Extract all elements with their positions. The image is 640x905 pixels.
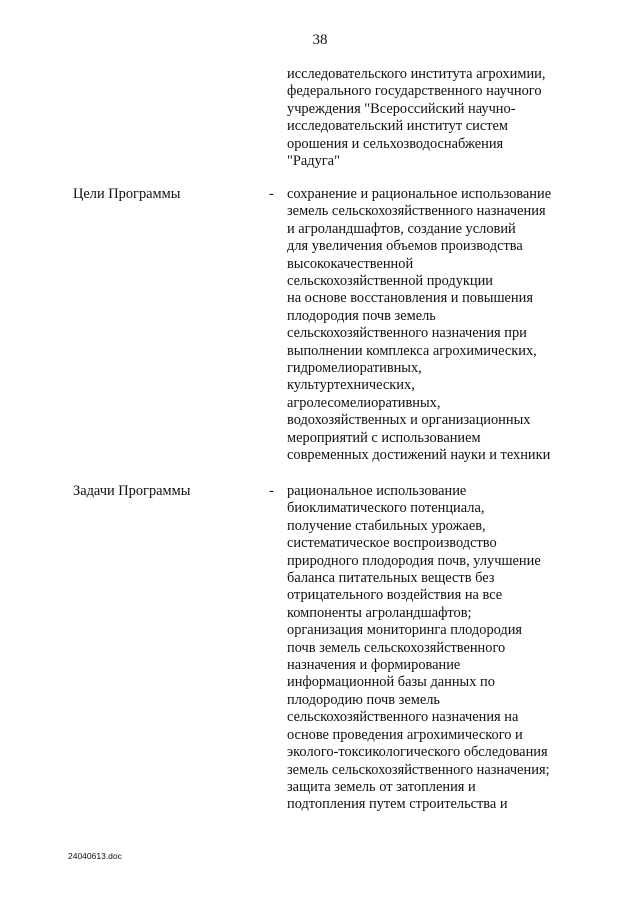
text-line: систематическое воспроизводство — [287, 535, 497, 552]
text-line: орошения и сельхозводоснабжения — [287, 135, 504, 152]
text-line: природного плодородия почв, улучшение — [287, 552, 541, 569]
text-line: исследовательский институт систем — [287, 118, 509, 135]
text-line: гидромелиоративных, — [287, 360, 422, 377]
text-line: эколого-токсикологического обследования — [287, 744, 548, 761]
text-line: плодородию почв земель — [287, 691, 440, 708]
text-line: плодородия почв земель — [287, 307, 436, 324]
text-line: биоклиматического потенциала, — [287, 500, 485, 517]
text-line: современных достижений науки и техники — [287, 447, 551, 464]
text-line: рациональное использование — [287, 483, 467, 499]
text-line: почв земель сельскохозяйственного — [287, 639, 506, 656]
text-line: сельскохозяйственной продукции — [287, 273, 493, 290]
goals-dash: - — [269, 186, 274, 202]
text-line: федерального государственного научного — [287, 83, 542, 100]
text-line: агролесомелиоративных, — [287, 394, 441, 411]
text-line: и агроландшафтов, создание условий — [287, 220, 516, 237]
text-line: назначения и формирование — [287, 657, 461, 674]
text-line: учреждения "Всероссийский научно- — [287, 100, 516, 117]
text-line: основе проведения агрохимического и — [287, 726, 523, 743]
text-line: информационной базы данных по — [287, 674, 495, 691]
text-line: выполнении комплекса агрохимических, — [287, 342, 537, 359]
text-line: получение стабильных урожаев, — [287, 517, 486, 534]
text-line: отрицательного воздействия на все — [287, 587, 503, 604]
text-line: подтопления путем строительства и — [287, 796, 508, 813]
page-number: 38 — [312, 32, 328, 48]
text-line: культуртехнических, — [287, 377, 415, 394]
text-line: организация мониторинга плодородия — [287, 622, 523, 639]
text-line: сельскохозяйственного назначения при — [287, 325, 527, 342]
text-line: исследовательского института агрохимии, — [287, 66, 546, 82]
text-line: мероприятий с использованием — [287, 429, 481, 446]
text-line: сельскохозяйственного назначения на — [287, 709, 519, 726]
text-line: высококачественной — [287, 255, 414, 272]
text-line: на основе восстановления и повышения — [287, 290, 533, 307]
continuation-text — [287, 66, 587, 170]
tasks-dash: - — [269, 483, 274, 499]
text-line: земель сельскохозяйственного назначения; — [287, 761, 550, 778]
text-line: земель сельскохозяйственного назначения — [287, 203, 546, 220]
text-line: водохозяйственных и организационных — [287, 412, 531, 429]
text-line: баланса питательных веществ без — [287, 570, 495, 587]
goals-text — [287, 186, 587, 465]
text-line: защита земель от затопления и — [287, 778, 476, 795]
tasks-label: Задачи Программы — [73, 483, 191, 499]
text-line: "Радуга" — [287, 153, 340, 170]
text-line: для увеличения объемов производства — [287, 238, 523, 255]
footer-filename: 24040613.doc — [68, 851, 122, 861]
goals-label: Цели Программы — [73, 186, 181, 202]
text-line: компоненты агроландшафтов; — [287, 604, 472, 621]
text-line: сохранение и рациональное использование — [287, 186, 552, 202]
tasks-text — [287, 483, 587, 814]
